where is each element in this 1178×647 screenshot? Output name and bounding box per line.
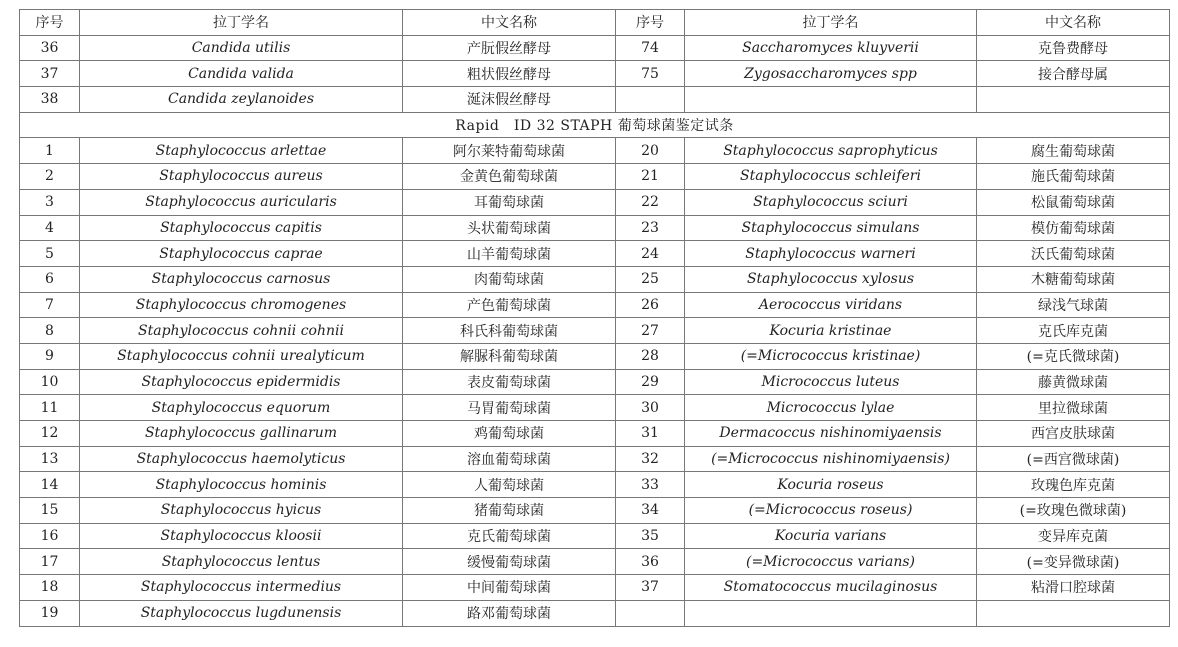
table-row (20, 523, 1170, 549)
cell-latin-name: Staphylococcus caprae (80, 241, 403, 267)
cell-index: 29 (616, 369, 685, 395)
table-row (20, 446, 1170, 472)
cell-latin-name: Stomatococcus mucilaginosus (685, 575, 977, 601)
table-row (20, 164, 1170, 190)
table-row (20, 395, 1170, 421)
cell-index: 16 (20, 523, 80, 549)
cell-latin-name: Staphylococcus gallinarum (80, 421, 403, 447)
cell-index: 8 (20, 318, 80, 344)
cell-index: 13 (20, 446, 80, 472)
cell-chinese-name: 粗状假丝酵母 (403, 61, 616, 87)
cell-index: 7 (20, 292, 80, 318)
cell-latin-name: Kocuria varians (685, 523, 977, 549)
cell-chinese-name: 克氏葡萄球菌 (403, 523, 616, 549)
cell-latin-name: Kocuria roseus (685, 472, 977, 498)
cell-index: 36 (20, 35, 80, 61)
cell-latin-name: Dermacoccus nishinomiyaensis (685, 421, 977, 447)
cell-index: 74 (616, 35, 685, 61)
cell-index (616, 600, 685, 626)
cell-latin-name: Staphylococcus lugdunensis (80, 600, 403, 626)
cell-index: 34 (616, 498, 685, 524)
cell-chinese-name: 变异库克菌 (977, 523, 1170, 549)
cell-latin-name: Saccharomyces kluyverii (685, 35, 977, 61)
cell-latin-name (685, 600, 977, 626)
cell-chinese-name: 科氏科葡萄球菌 (403, 318, 616, 344)
cell-chinese-name: 表皮葡萄球菌 (403, 369, 616, 395)
cell-latin-name: Zygosaccharomyces spp (685, 61, 977, 87)
table-row (20, 421, 1170, 447)
cell-chinese-name: 路邓葡萄球菌 (403, 600, 616, 626)
cell-chinese-name: 鸡葡萄球菌 (403, 421, 616, 447)
table-row (20, 35, 1170, 61)
cell-chinese-name: (=玫瑰色微球菌) (977, 498, 1170, 524)
cell-latin-name: Staphylococcus haemolyticus (80, 446, 403, 472)
cell-latin-name: Micrococcus lylae (685, 395, 977, 421)
cell-index: 22 (616, 189, 685, 215)
cell-chinese-name: 人葡萄球菌 (403, 472, 616, 498)
table-row (20, 472, 1170, 498)
table-row (20, 266, 1170, 292)
cell-index: 35 (616, 523, 685, 549)
species-table (19, 9, 1170, 627)
table-row (20, 575, 1170, 601)
cell-chinese-name: 接合酵母属 (977, 61, 1170, 87)
header-row (20, 10, 1170, 36)
header-cell-chinese: 中文名称 (403, 10, 616, 36)
cell-latin-name: Staphylococcus cohnii cohnii (80, 318, 403, 344)
cell-latin-name: Staphylococcus hominis (80, 472, 403, 498)
cell-latin-name: Staphylococcus intermedius (80, 575, 403, 601)
cell-latin-name: Staphylococcus sciuri (685, 189, 977, 215)
cell-chinese-name: 头状葡萄球菌 (403, 215, 616, 241)
cell-chinese-name: 耳葡萄球菌 (403, 189, 616, 215)
cell-latin-name: (=Micrococcus varians) (685, 549, 977, 575)
header-cell-index: 序号 (20, 10, 80, 36)
table-row (20, 549, 1170, 575)
cell-index: 1 (20, 138, 80, 164)
cell-index: 15 (20, 498, 80, 524)
cell-chinese-name: 缓慢葡萄球菌 (403, 549, 616, 575)
cell-chinese-name: 溶血葡萄球菌 (403, 446, 616, 472)
cell-latin-name: Staphylococcus aureus (80, 164, 403, 190)
table-row (20, 189, 1170, 215)
cell-chinese-name: 解脲科葡萄球菌 (403, 343, 616, 369)
table-body (20, 10, 1170, 627)
cell-latin-name: Staphylococcus epidermidis (80, 369, 403, 395)
section-title: Rapid ID 32 STAPH 葡萄球菌鉴定试条 (20, 112, 1170, 138)
cell-latin-name: Staphylococcus arlettae (80, 138, 403, 164)
section-row (20, 112, 1170, 138)
table-row (20, 241, 1170, 267)
cell-index: 26 (616, 292, 685, 318)
cell-index: 38 (20, 87, 80, 113)
cell-index: 19 (20, 600, 80, 626)
cell-index: 27 (616, 318, 685, 344)
cell-index: 37 (616, 575, 685, 601)
table-row (20, 600, 1170, 626)
cell-index: 31 (616, 421, 685, 447)
cell-latin-name: Staphylococcus schleiferi (685, 164, 977, 190)
cell-index: 10 (20, 369, 80, 395)
cell-index: 37 (20, 61, 80, 87)
cell-chinese-name: 松鼠葡萄球菌 (977, 189, 1170, 215)
cell-chinese-name: 马胃葡萄球菌 (403, 395, 616, 421)
cell-chinese-name: 模仿葡萄球菌 (977, 215, 1170, 241)
cell-index: 30 (616, 395, 685, 421)
cell-index: 33 (616, 472, 685, 498)
cell-latin-name: Staphylococcus cohnii urealyticum (80, 343, 403, 369)
cell-latin-name: Staphylococcus auricularis (80, 189, 403, 215)
cell-latin-name: Kocuria kristinae (685, 318, 977, 344)
cell-latin-name: Staphylococcus equorum (80, 395, 403, 421)
header-cell-latin: 拉丁学名 (80, 10, 403, 36)
cell-chinese-name (977, 87, 1170, 113)
cell-latin-name: Staphylococcus warneri (685, 241, 977, 267)
cell-index: 2 (20, 164, 80, 190)
cell-index: 12 (20, 421, 80, 447)
cell-index: 11 (20, 395, 80, 421)
cell-latin-name: (=Micrococcus roseus) (685, 498, 977, 524)
cell-index: 20 (616, 138, 685, 164)
table-row (20, 498, 1170, 524)
cell-latin-name: Staphylococcus xylosus (685, 266, 977, 292)
cell-chinese-name: 西宫皮肤球菌 (977, 421, 1170, 447)
table-row (20, 343, 1170, 369)
cell-latin-name: Staphylococcus hyicus (80, 498, 403, 524)
cell-index: 25 (616, 266, 685, 292)
cell-chinese-name (977, 600, 1170, 626)
cell-chinese-name: 中间葡萄球菌 (403, 575, 616, 601)
cell-chinese-name: 施氏葡萄球菌 (977, 164, 1170, 190)
cell-latin-name: (=Micrococcus nishinomiyaensis) (685, 446, 977, 472)
cell-chinese-name: 肉葡萄球菌 (403, 266, 616, 292)
cell-index: 75 (616, 61, 685, 87)
cell-chinese-name: 绿浅气球菌 (977, 292, 1170, 318)
cell-index: 14 (20, 472, 80, 498)
cell-chinese-name: 克氏库克菌 (977, 318, 1170, 344)
cell-chinese-name: 阿尔莱特葡萄球菌 (403, 138, 616, 164)
cell-chinese-name: (=变异微球菌) (977, 549, 1170, 575)
cell-index: 18 (20, 575, 80, 601)
cell-chinese-name: (=西宫微球菌) (977, 446, 1170, 472)
table-row (20, 87, 1170, 113)
cell-chinese-name: 沃氏葡萄球菌 (977, 241, 1170, 267)
table-row (20, 369, 1170, 395)
cell-index (616, 87, 685, 113)
cell-latin-name: Candida valida (80, 61, 403, 87)
table-row (20, 138, 1170, 164)
cell-latin-name: Staphylococcus kloosii (80, 523, 403, 549)
header-cell-latin: 拉丁学名 (685, 10, 977, 36)
cell-latin-name: (=Micrococcus kristinae) (685, 343, 977, 369)
table-row (20, 61, 1170, 87)
table-row (20, 318, 1170, 344)
cell-latin-name (685, 87, 977, 113)
cell-index: 28 (616, 343, 685, 369)
cell-chinese-name: 金黄色葡萄球菌 (403, 164, 616, 190)
cell-index: 9 (20, 343, 80, 369)
cell-index: 17 (20, 549, 80, 575)
cell-chinese-name: 猪葡萄球菌 (403, 498, 616, 524)
cell-index: 21 (616, 164, 685, 190)
cell-chinese-name: 产朊假丝酵母 (403, 35, 616, 61)
cell-chinese-name: 木糖葡萄球菌 (977, 266, 1170, 292)
cell-latin-name: Aerococcus viridans (685, 292, 977, 318)
cell-chinese-name: (=克氏微球菌) (977, 343, 1170, 369)
cell-chinese-name: 里拉微球菌 (977, 395, 1170, 421)
cell-latin-name: Staphylococcus saprophyticus (685, 138, 977, 164)
cell-latin-name: Staphylococcus chromogenes (80, 292, 403, 318)
cell-index: 3 (20, 189, 80, 215)
cell-index: 4 (20, 215, 80, 241)
table-row (20, 292, 1170, 318)
cell-chinese-name: 玫瑰色库克菌 (977, 472, 1170, 498)
cell-index: 23 (616, 215, 685, 241)
cell-index: 5 (20, 241, 80, 267)
cell-chinese-name: 山羊葡萄球菌 (403, 241, 616, 267)
table-row (20, 215, 1170, 241)
cell-latin-name: Staphylococcus carnosus (80, 266, 403, 292)
cell-latin-name: Staphylococcus capitis (80, 215, 403, 241)
header-cell-index: 序号 (616, 10, 685, 36)
cell-latin-name: Staphylococcus simulans (685, 215, 977, 241)
cell-index: 32 (616, 446, 685, 472)
cell-latin-name: Staphylococcus lentus (80, 549, 403, 575)
header-cell-chinese: 中文名称 (977, 10, 1170, 36)
cell-index: 6 (20, 266, 80, 292)
cell-index: 36 (616, 549, 685, 575)
cell-chinese-name: 腐生葡萄球菌 (977, 138, 1170, 164)
cell-chinese-name: 涎沫假丝酵母 (403, 87, 616, 113)
cell-latin-name: Micrococcus luteus (685, 369, 977, 395)
cell-index: 24 (616, 241, 685, 267)
cell-chinese-name: 粘滑口腔球菌 (977, 575, 1170, 601)
cell-chinese-name: 克鲁费酵母 (977, 35, 1170, 61)
cell-chinese-name: 藤黄微球菌 (977, 369, 1170, 395)
cell-chinese-name: 产色葡萄球菌 (403, 292, 616, 318)
cell-latin-name: Candida zeylanoides (80, 87, 403, 113)
cell-latin-name: Candida utilis (80, 35, 403, 61)
